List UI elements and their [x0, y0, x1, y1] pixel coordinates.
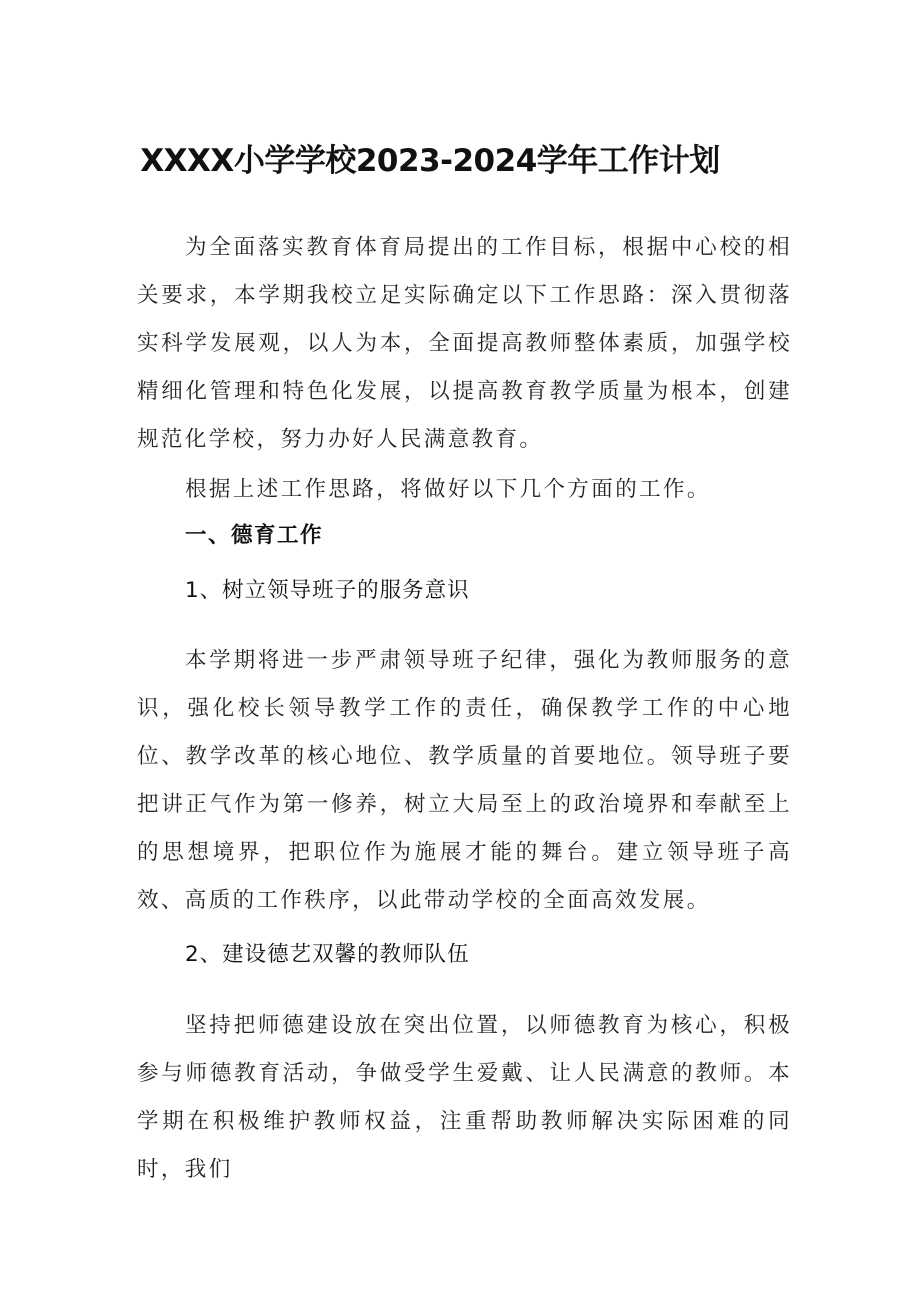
document-title: XXXX小学学校2023-2024学年工作计划 — [140, 142, 720, 179]
subsection-heading-teacher-team: 2、建设德艺双馨的教师队伍 — [185, 942, 470, 967]
leadership-service-paragraph: 本学期将进一步严肃领导班子纪律，强化为教师服务的意识，强化校长领导教学工作的责任，确保教学工作的中心地位、教学改革的核心地位、教学质量的首要地位。领导班子要把讲正气作为第一修养，树立大局至上的政治境界和奉献至上的思想境界，把职位作为施展才能的舞台。建立领导班子高效、高质的工作秩序，以此带动学校的全面高效发展。 — [137, 648, 792, 913]
teacher-team-paragraph: 坚持把师德建设放在突出位置，以师德教育为核心，积极参与师德教育活动，争做受学生爱戴、让人民满意的教师。本学期在积极维护教师权益，注重帮助教师解决实际困难的同时，我们 — [137, 1013, 792, 1182]
section-heading-moral-education: 一、德育工作 — [185, 523, 324, 548]
subsection-heading-leadership-service: 1、树立领导班子的服务意识 — [185, 578, 470, 603]
intro-paragraph: 为全面落实教育体育局提出的工作目标，根据中心校的相关要求，本学期我校立足实际确定以下工作思路：深入贯彻落实科学发展观，以人为本，全面提高教师整体素质，加强学校精细化管理和特色化发展，以提高教育教学质量为根本，创建规范化学校，努力办好人民满意教育。 — [137, 235, 792, 452]
transition-paragraph: 根据上述工作思路，将做好以下几个方面的工作。 — [185, 477, 711, 502]
